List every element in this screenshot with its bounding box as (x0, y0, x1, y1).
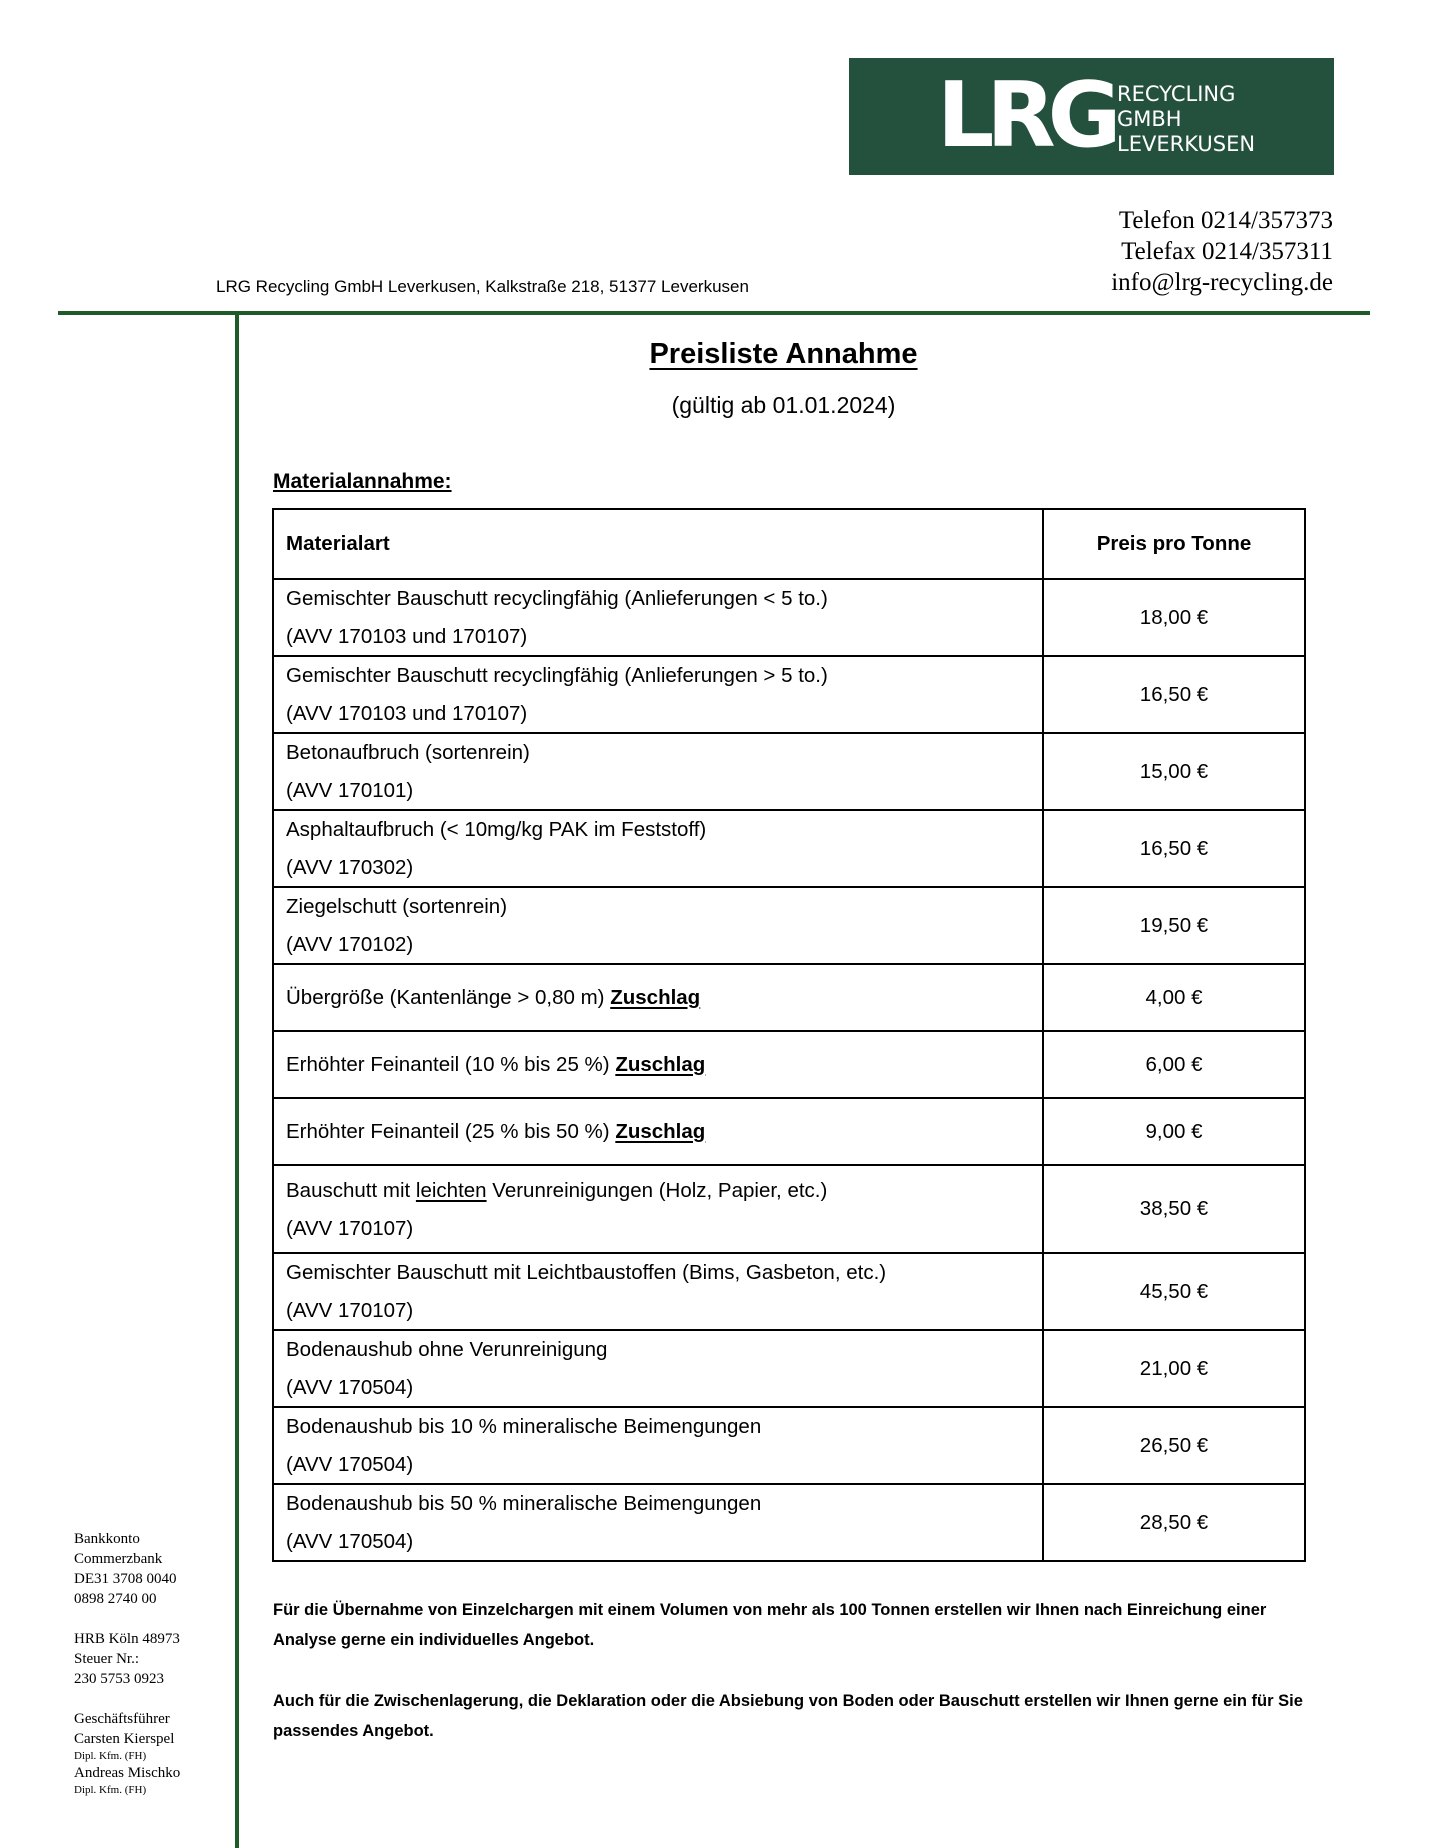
table-row (273, 964, 1305, 1031)
table-row (273, 1031, 1305, 1098)
iban-part-1: DE31 3708 0040 (74, 1571, 177, 1587)
material-cell (273, 1098, 1043, 1165)
price-cell: 18,00 € (1043, 579, 1305, 656)
table-row (273, 733, 1305, 810)
price-cell: 26,50 € (1043, 1407, 1305, 1484)
table-row (273, 579, 1305, 656)
material-cell (273, 733, 1043, 810)
material-name: Asphaltaufbruch (< 10mg/kg PAK im Feststoff) (286, 818, 707, 841)
price-cell: 21,00 € (1043, 1330, 1305, 1407)
material-code: (AVV 170504) (286, 1376, 414, 1399)
table-row (273, 1407, 1305, 1484)
note-storage-offer: Auch für die Zwischenlagerung, die Deklaration oder die Absiebung von Boden oder Bauschutt erstellen wir Ihnen gerne ein für Sie passendes Angebot. (273, 1692, 1303, 1740)
ceo-title-1: Dipl. Kfm. (FH) (74, 1750, 147, 1762)
tax-label: Steuer Nr.: (74, 1651, 139, 1667)
material-code: (AVV 170302) (286, 856, 414, 879)
phone-number: Telefon 0214/357373 (1118, 207, 1333, 234)
ceo-title-2: Dipl. Kfm. (FH) (74, 1784, 147, 1796)
material-name: Gemischter Bauschutt recyclingfähig (Anlieferungen > 5 to.) (286, 664, 828, 687)
spacer (74, 1689, 180, 1709)
page-title-text: Preisliste Annahme (649, 338, 918, 370)
table-header-row (273, 509, 1305, 579)
material-code: (AVV 170504) (286, 1453, 414, 1476)
material-code: (AVV 170504) (286, 1530, 414, 1553)
ceo-name-1: Carsten Kierspel (74, 1731, 175, 1747)
ceo-label: Geschäftsführer (74, 1711, 170, 1727)
surcharge-label: Zuschlag (615, 1119, 706, 1143)
material-code: (AVV 170103 und 170107) (286, 702, 528, 725)
material-name: Gemischter Bauschutt recyclingfähig (Anlieferungen < 5 to.) (286, 587, 828, 610)
material-code: (AVV 170107) (286, 1216, 414, 1240)
table-row (273, 1484, 1305, 1561)
section-heading: Materialannahme: (273, 470, 452, 493)
table-row (273, 810, 1305, 887)
price-cell: 4,00 € (1043, 964, 1305, 1031)
price-cell: 15,00 € (1043, 733, 1305, 810)
note-large-batches: Für die Übernahme von Einzelchargen mit einem Volumen von mehr als 100 Tonnen erstellen wir Ihnen nach Einreichung einer Analyse gerne ein individuelles Angebot. (273, 1601, 1267, 1649)
material-cell (273, 810, 1043, 887)
surcharge-name: Erhöhter Feinanteil (10 % bis 25 %) (286, 1052, 610, 1076)
surcharge-label: Zuschlag (615, 1052, 706, 1076)
material-name: Gemischter Bauschutt mit Leichtbaustoffen (Bims, Gasbeton, etc.) (286, 1261, 887, 1284)
material-code: (AVV 170103 und 170107) (286, 625, 528, 648)
table-row (273, 1330, 1305, 1407)
company-logo (849, 58, 1334, 175)
page-title (275, 338, 1292, 371)
material-name-end: Verunreinigungen (Holz, Papier, etc.) (492, 1178, 828, 1202)
header-divider (58, 311, 1370, 315)
price-cell: 38,50 € (1043, 1165, 1305, 1253)
material-name-emphasis: leichten (415, 1178, 487, 1202)
table-row (273, 1098, 1305, 1165)
fax-number: Telefax 0214/357311 (1121, 238, 1333, 265)
spacer (74, 1609, 180, 1629)
company-details-sidebar (74, 1529, 180, 1797)
price-cell: 19,50 € (1043, 887, 1305, 964)
material-cell (273, 1165, 1043, 1253)
table-row (273, 887, 1305, 964)
surcharge-name: Erhöhter Feinanteil (25 % bis 50 %) (286, 1119, 610, 1143)
material-cell (273, 887, 1043, 964)
price-cell: 9,00 € (1043, 1098, 1305, 1165)
tax-number: 230 5753 0923 (74, 1671, 164, 1687)
material-code: (AVV 170107) (286, 1299, 414, 1322)
sender-address: LRG Recycling GmbH Leverkusen, Kalkstraße 218, 51377 Leverkusen (216, 277, 749, 296)
surcharge-label: Zuschlag (610, 985, 701, 1009)
table-row (273, 1253, 1305, 1330)
price-cell: 16,50 € (1043, 656, 1305, 733)
material-cell (273, 1330, 1043, 1407)
material-code: (AVV 170102) (286, 933, 414, 956)
bank-name: Commerzbank (74, 1551, 163, 1567)
logo-line-2: GMBH (1117, 107, 1182, 131)
table-row (273, 1165, 1305, 1253)
material-name-start: Bauschutt mit (286, 1178, 411, 1202)
contact-block (1111, 205, 1333, 298)
material-cell (273, 1253, 1043, 1330)
material-cell (273, 964, 1043, 1031)
material-cell (273, 656, 1043, 733)
price-cell: 16,50 € (1043, 810, 1305, 887)
table-row (273, 656, 1305, 733)
register-number: HRB Köln 48973 (74, 1631, 180, 1647)
material-name: Bodenaushub ohne Verunreinigung (286, 1338, 608, 1361)
material-cell (273, 1407, 1043, 1484)
price-cell: 28,50 € (1043, 1484, 1305, 1561)
material-name (286, 1172, 1042, 1210)
material-name: Betonaufbruch (sortenrein) (286, 741, 530, 764)
price-table (272, 508, 1306, 1562)
email-address[interactable]: info@lrg-recycling.de (1111, 269, 1333, 296)
material-cell (273, 579, 1043, 656)
logo-mark: LRG (937, 63, 1114, 168)
material-cell (273, 1031, 1043, 1098)
iban-part-2: 0898 2740 00 (74, 1591, 157, 1607)
surcharge-name: Übergröße (Kantenlänge > 0,80 m) (286, 985, 605, 1009)
material-name: Ziegelschutt (sortenrein) (286, 895, 508, 918)
column-header-material: Materialart (273, 509, 1043, 579)
logo-line-3: LEVERKUSEN (1117, 132, 1256, 156)
logo-wordmark (1117, 82, 1255, 157)
logo-line-1: RECYCLING (1117, 82, 1236, 106)
margin-divider (235, 311, 239, 1848)
bank-label: Bankkonto (74, 1531, 140, 1547)
column-header-price: Preis pro Tonne (1043, 509, 1305, 579)
ceo-name-2: Andreas Mischko (74, 1765, 181, 1781)
material-name: Bodenaushub bis 10 % mineralische Beimengungen (286, 1415, 762, 1438)
validity-date: (gültig ab 01.01.2024) (671, 392, 896, 418)
price-cell: 45,50 € (1043, 1253, 1305, 1330)
price-cell: 6,00 € (1043, 1031, 1305, 1098)
material-name: Bodenaushub bis 50 % mineralische Beimengungen (286, 1492, 762, 1515)
material-cell (273, 1484, 1043, 1561)
material-code: (AVV 170101) (286, 779, 414, 802)
